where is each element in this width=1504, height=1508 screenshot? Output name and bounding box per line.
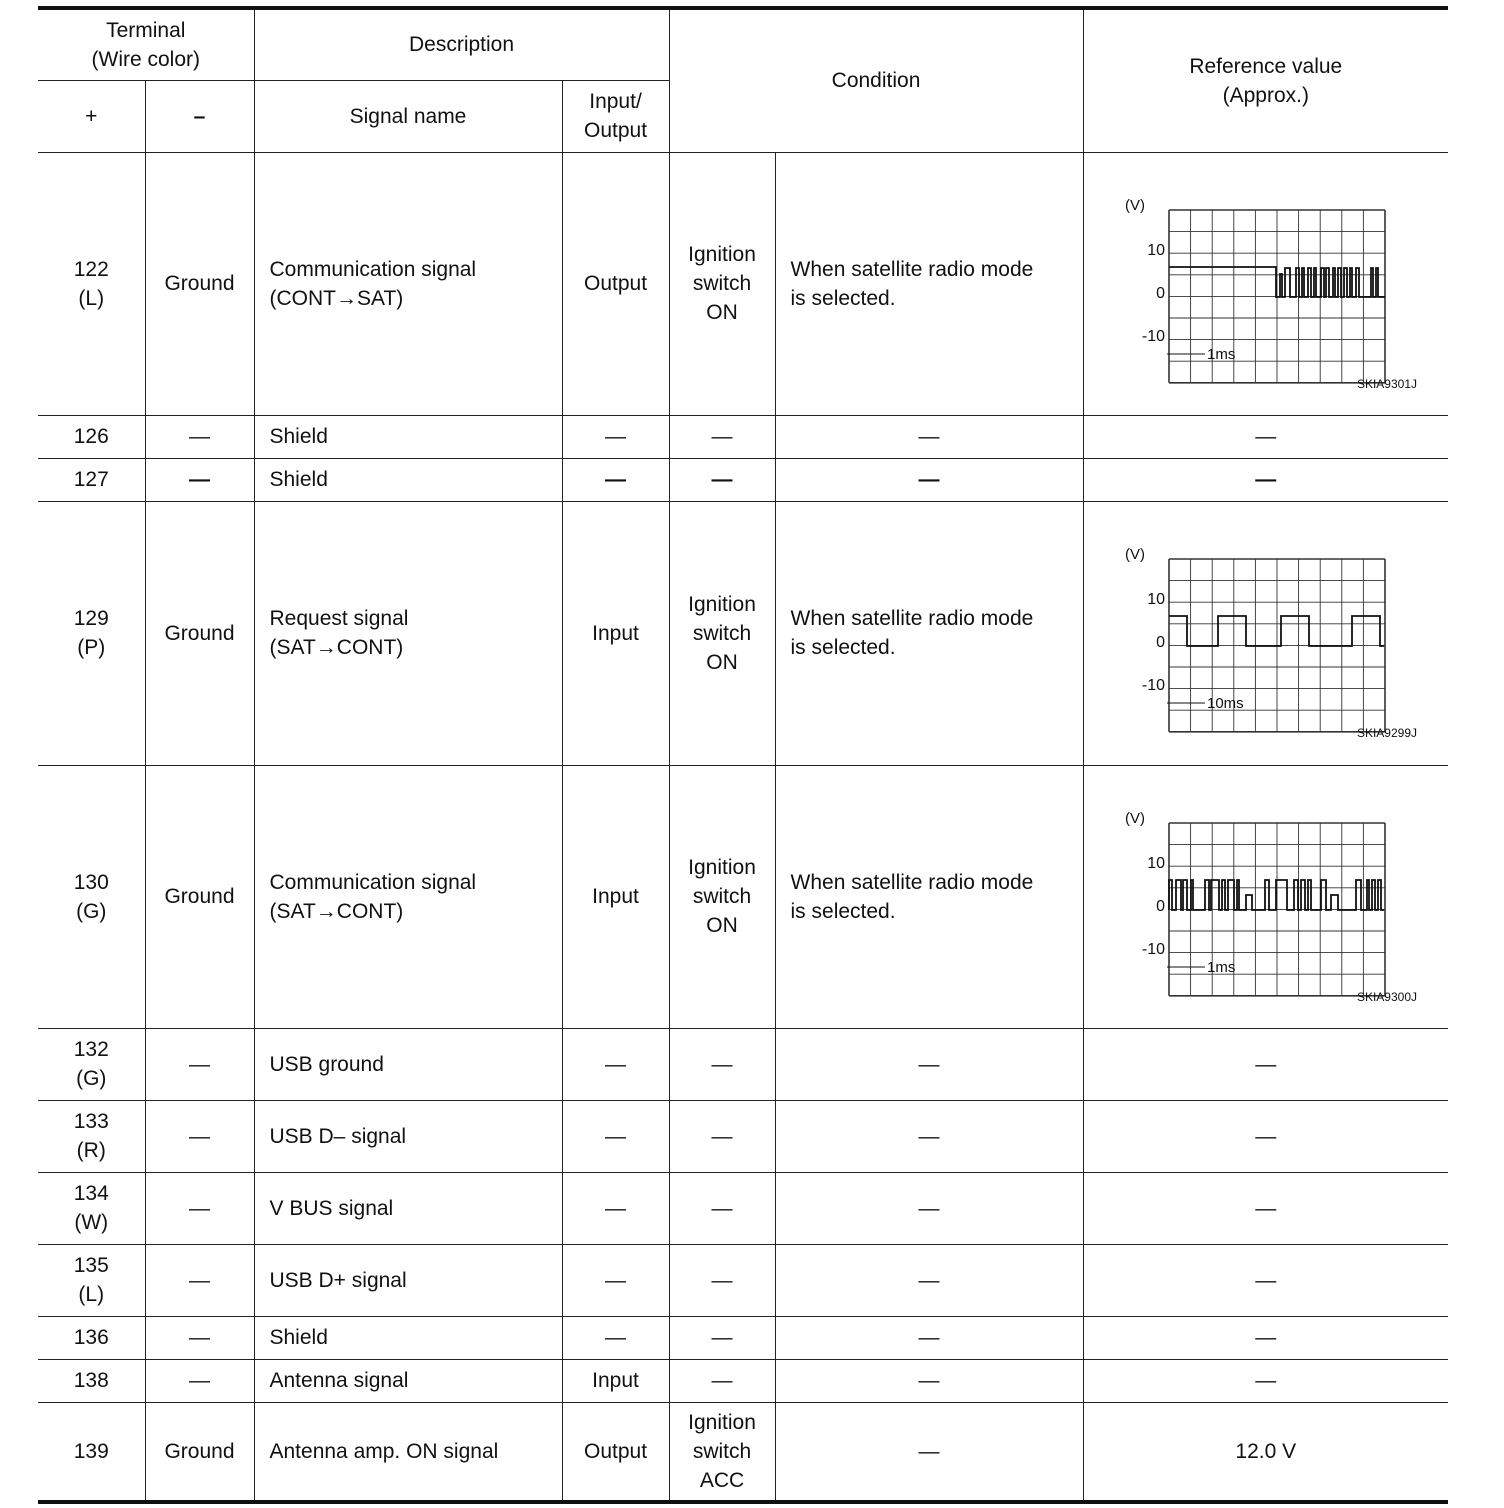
table-row xyxy=(38,1100,1448,1172)
terminal-plus: 129 (P) xyxy=(38,501,145,765)
condition-state: — xyxy=(669,415,775,458)
waveform-chart-129 xyxy=(1101,523,1431,743)
signal-name: V BUS signal xyxy=(254,1172,562,1244)
table-row xyxy=(38,1172,1448,1244)
condition-state: — xyxy=(669,1359,775,1402)
y-tick-label: 0 xyxy=(1155,897,1165,915)
condition-detail: — xyxy=(775,1244,1083,1316)
terminal-minus: — xyxy=(145,1359,254,1402)
terminal-minus: — xyxy=(145,1028,254,1100)
terminal-plus: 139 xyxy=(38,1402,145,1502)
io-type: — xyxy=(562,1172,669,1244)
condition-state: Ignition switch ON xyxy=(669,501,775,765)
terminal-plus: 135 (L) xyxy=(38,1244,145,1316)
condition-state: — xyxy=(669,458,775,501)
signal-name: USB D– signal xyxy=(254,1100,562,1172)
signal-trace xyxy=(1169,616,1384,646)
header-condition: Condition xyxy=(669,8,1083,152)
condition-detail: — xyxy=(775,1359,1083,1402)
y-tick-label: -10 xyxy=(1141,940,1165,958)
header-reference: Reference value (Approx.) xyxy=(1083,8,1448,152)
condition-state: — xyxy=(669,1244,775,1316)
unit-label: (V) xyxy=(1124,196,1145,214)
terminal-minus: — xyxy=(145,1244,254,1316)
reference-value: — xyxy=(1083,1172,1448,1244)
y-tick-label: 0 xyxy=(1155,634,1165,651)
signal-name: Communication signal (CONT→SAT) xyxy=(254,152,562,415)
y-tick-label: -10 xyxy=(1141,327,1165,345)
unit-label: (V) xyxy=(1124,546,1145,563)
table-row xyxy=(38,1244,1448,1316)
time-scale-label: 1ms xyxy=(1206,958,1236,976)
condition-state: — xyxy=(669,1172,775,1244)
terminal-minus: — xyxy=(145,458,254,501)
terminal-minus: — xyxy=(145,1172,254,1244)
reference-value: — xyxy=(1083,1359,1448,1402)
terminal-plus: 130 (G) xyxy=(38,765,145,1028)
time-scale-label: 10ms xyxy=(1206,695,1244,712)
condition-state: Ignition switch ON xyxy=(669,152,775,415)
terminal-minus: — xyxy=(145,1100,254,1172)
signal-name: USB ground xyxy=(254,1028,562,1100)
reference-value: — xyxy=(1083,458,1448,501)
table-row xyxy=(38,1359,1448,1402)
signal-name: USB D+ signal xyxy=(254,1244,562,1316)
condition-state: Ignition switch ACC xyxy=(669,1402,775,1502)
waveform-chart-122 xyxy=(1101,174,1431,394)
condition-detail: — xyxy=(775,1100,1083,1172)
terminal-plus: 136 xyxy=(38,1316,145,1359)
header-plus: + xyxy=(38,80,145,152)
io-type: Input xyxy=(562,501,669,765)
io-type: — xyxy=(562,1100,669,1172)
header-terminal: Terminal (Wire color) xyxy=(38,8,254,80)
header-signal-name: Signal name xyxy=(254,80,562,152)
condition-detail: — xyxy=(775,1316,1083,1359)
header-description: Description xyxy=(254,8,669,80)
terminal-table xyxy=(38,6,1448,1504)
io-type: Output xyxy=(562,152,669,415)
table-row xyxy=(38,415,1448,458)
condition-detail: — xyxy=(775,1402,1083,1502)
terminal-minus: Ground xyxy=(145,1402,254,1502)
signal-name: Shield xyxy=(254,1316,562,1359)
terminal-plus: 133 (R) xyxy=(38,1100,145,1172)
terminal-plus: 126 xyxy=(38,415,145,458)
condition-detail: When satellite radio mode is selected. xyxy=(775,152,1083,415)
terminal-minus: Ground xyxy=(145,152,254,415)
terminal-minus: Ground xyxy=(145,765,254,1028)
waveform-chart-130 xyxy=(1101,787,1431,1007)
reference-waveform xyxy=(1083,501,1448,765)
y-tick-label: 0 xyxy=(1155,284,1165,302)
signal-name: Antenna signal xyxy=(254,1359,562,1402)
signal-name: Shield xyxy=(254,415,562,458)
header-minus: – xyxy=(145,80,254,152)
condition-state: — xyxy=(669,1316,775,1359)
condition-state: Ignition switch ON xyxy=(669,765,775,1028)
terminal-plus: 134 (W) xyxy=(38,1172,145,1244)
figure-code: SKIA9300J xyxy=(1356,989,1417,1004)
condition-detail: — xyxy=(775,1028,1083,1100)
io-type: — xyxy=(562,1316,669,1359)
terminal-plus: 122 (L) xyxy=(38,152,145,415)
condition-state: — xyxy=(669,1028,775,1100)
reference-value: — xyxy=(1083,415,1448,458)
figure-code: SKIA9299J xyxy=(1356,726,1417,740)
reference-waveform xyxy=(1083,765,1448,1028)
reference-value: — xyxy=(1083,1100,1448,1172)
condition-detail: — xyxy=(775,415,1083,458)
io-type: — xyxy=(562,1028,669,1100)
y-tick-label: -10 xyxy=(1141,677,1165,694)
terminal-minus: — xyxy=(145,415,254,458)
table-row xyxy=(38,152,1448,415)
io-type: — xyxy=(562,1244,669,1316)
terminal-minus: — xyxy=(145,1316,254,1359)
io-type: Input xyxy=(562,765,669,1028)
reference-value: — xyxy=(1083,1028,1448,1100)
io-type: — xyxy=(562,415,669,458)
table-row xyxy=(38,1316,1448,1359)
y-tick-label: 10 xyxy=(1146,854,1165,872)
condition-detail: When satellite radio mode is selected. xyxy=(775,765,1083,1028)
reference-waveform xyxy=(1083,152,1448,415)
signal-name: Request signal (SAT→CONT) xyxy=(254,501,562,765)
io-type: Input xyxy=(562,1359,669,1402)
signal-name: Shield xyxy=(254,458,562,501)
signal-name: Antenna amp. ON signal xyxy=(254,1402,562,1502)
terminal-plus: 138 xyxy=(38,1359,145,1402)
reference-value: — xyxy=(1083,1316,1448,1359)
y-tick-label: 10 xyxy=(1146,591,1165,608)
terminal-minus: Ground xyxy=(145,501,254,765)
y-tick-label: 10 xyxy=(1146,241,1165,259)
io-type: — xyxy=(562,458,669,501)
reference-value: — xyxy=(1083,1244,1448,1316)
table-row xyxy=(38,1028,1448,1100)
time-scale-label: 1ms xyxy=(1206,345,1236,363)
condition-detail: — xyxy=(775,458,1083,501)
reference-value: 12.0 V xyxy=(1083,1402,1448,1502)
signal-trace xyxy=(1169,880,1384,910)
terminal-plus: 132 (G) xyxy=(38,1028,145,1100)
io-type: Output xyxy=(562,1402,669,1502)
figure-code: SKIA9301J xyxy=(1356,376,1417,391)
unit-label: (V) xyxy=(1124,809,1145,827)
table-row xyxy=(38,501,1448,765)
header-io: Input/ Output xyxy=(562,80,669,152)
table-row xyxy=(38,458,1448,501)
condition-detail: When satellite radio mode is selected. xyxy=(775,501,1083,765)
condition-detail: — xyxy=(775,1172,1083,1244)
terminal-plus: 127 xyxy=(38,458,145,501)
table-row xyxy=(38,1402,1448,1502)
table-row xyxy=(38,765,1448,1028)
condition-state: — xyxy=(669,1100,775,1172)
signal-name: Communication signal (SAT→CONT) xyxy=(254,765,562,1028)
